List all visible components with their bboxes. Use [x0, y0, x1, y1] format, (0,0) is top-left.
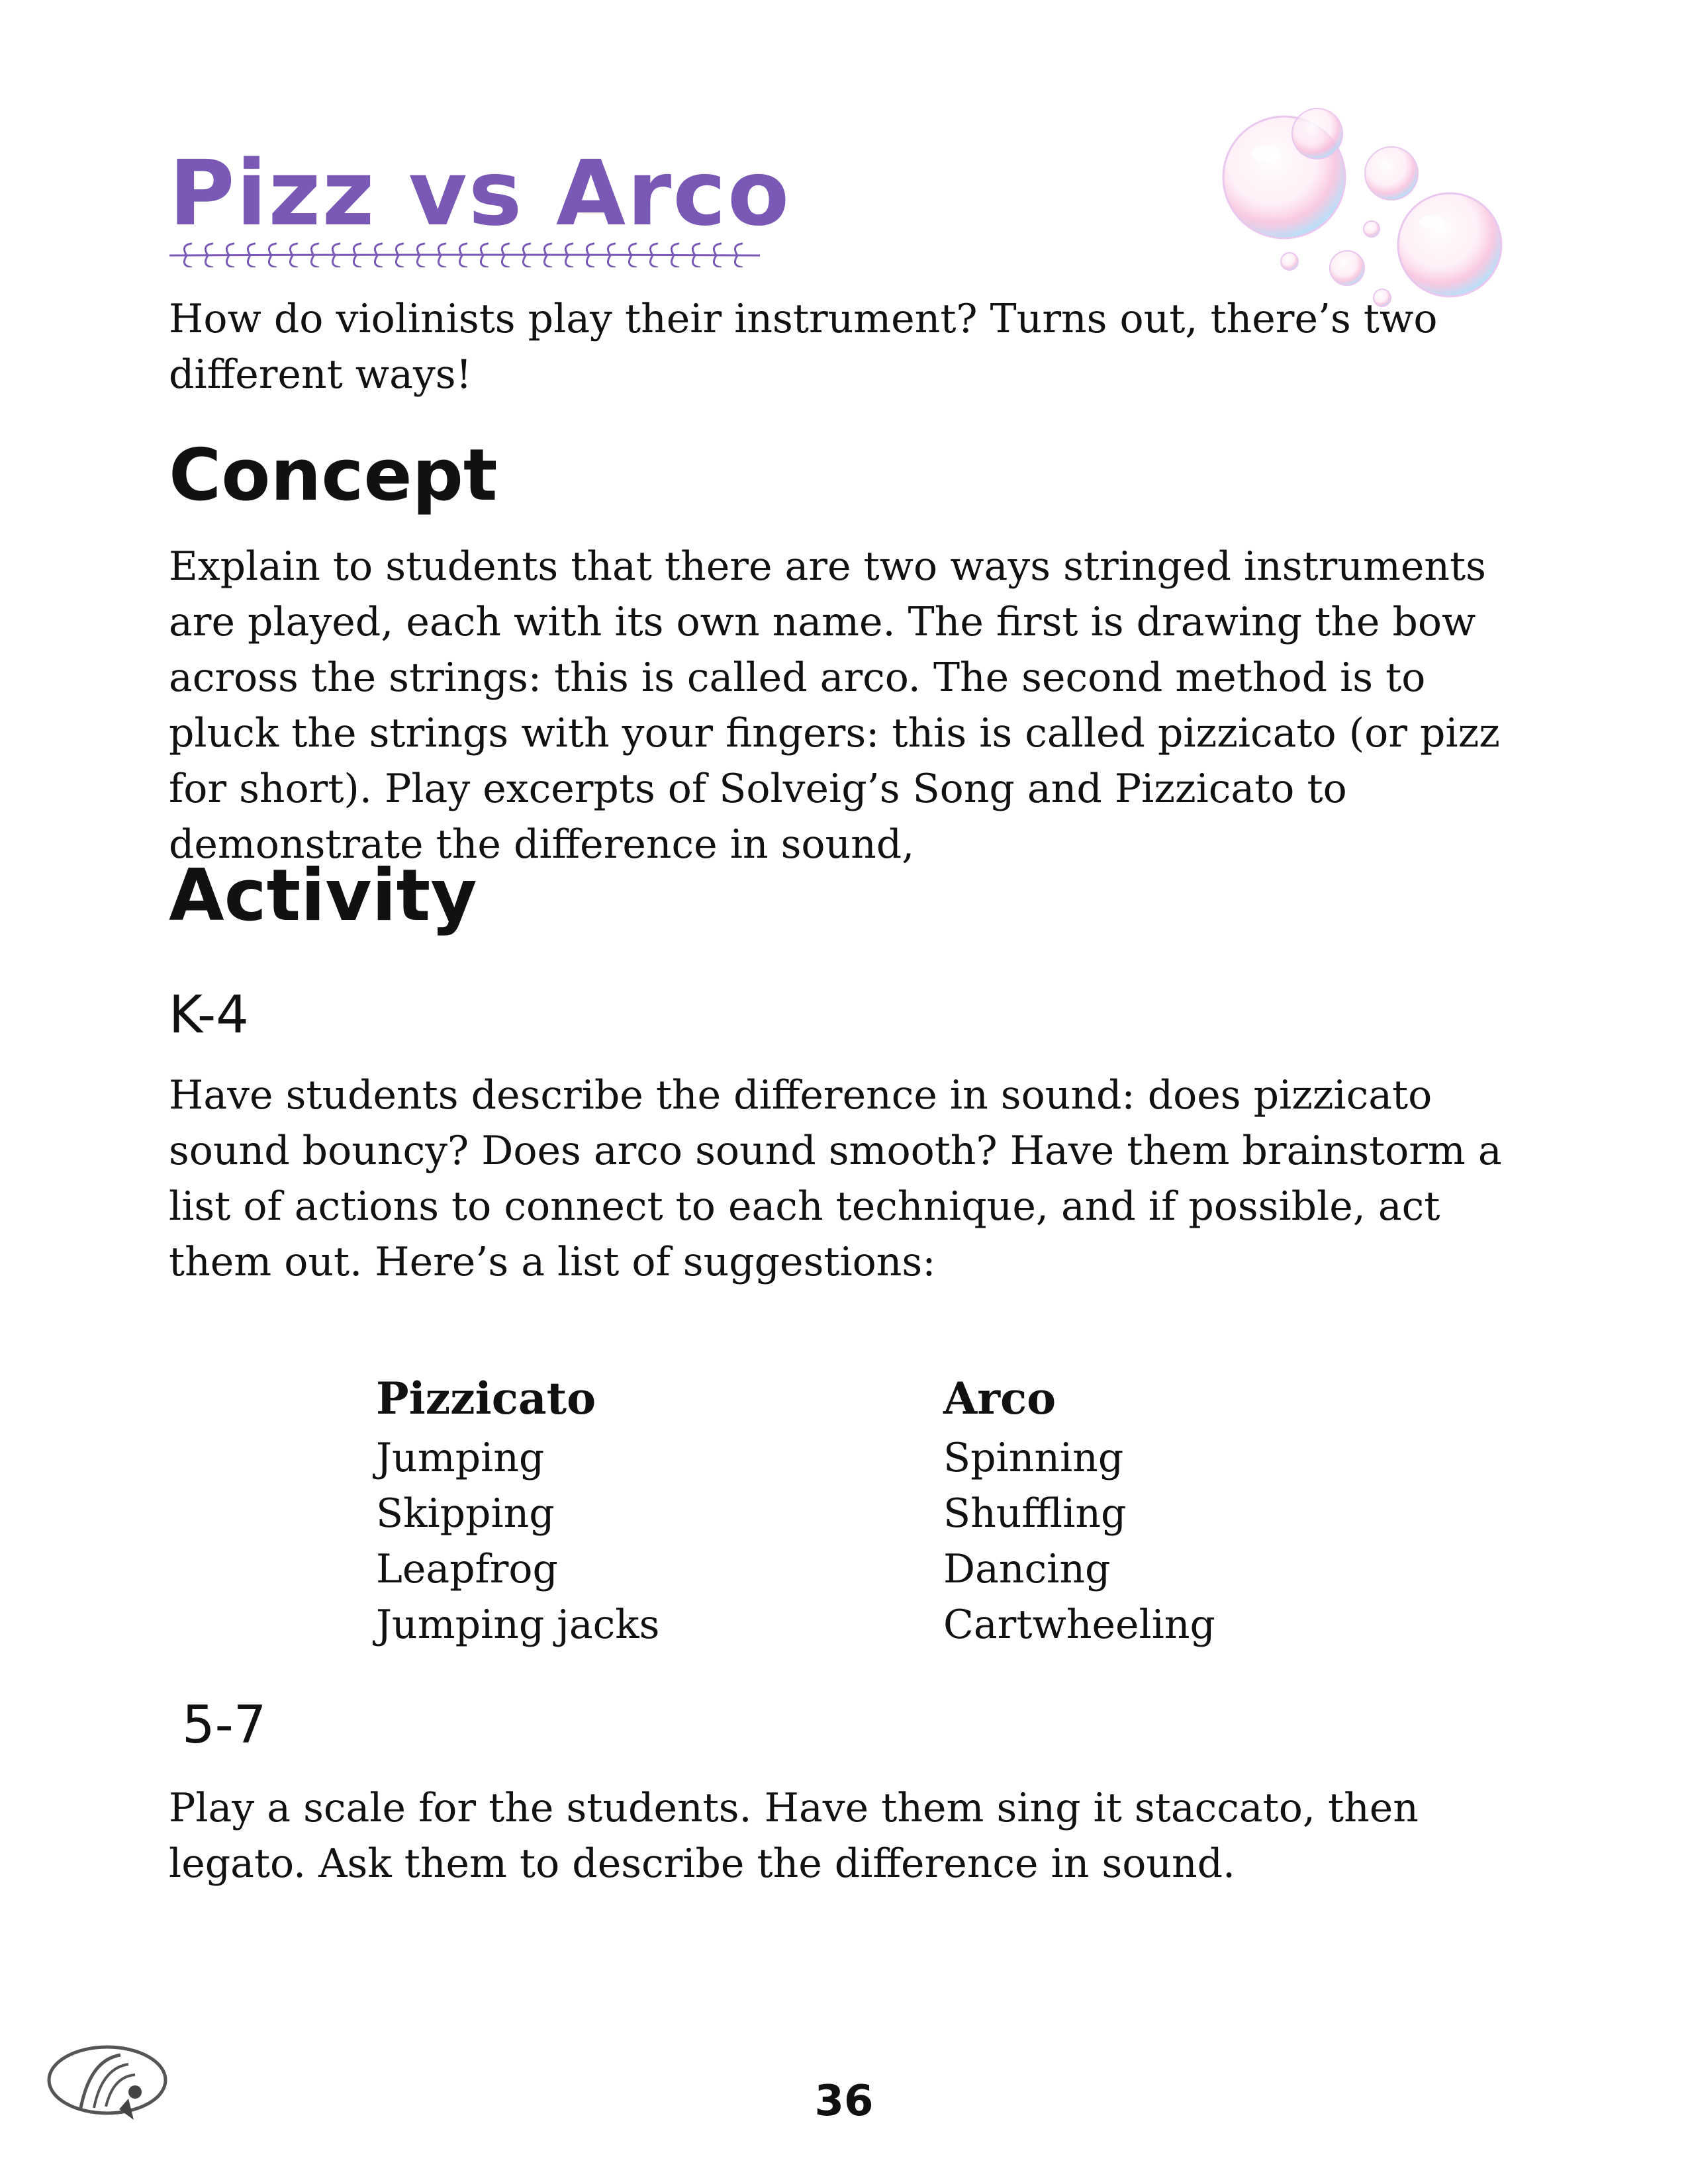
vine-divider — [167, 241, 763, 267]
intro-paragraph: How do violinists play their instrument? Turns out, there’s two different ways! — [169, 296, 1438, 398]
list-item: Skipping — [376, 1490, 555, 1537]
k4-heading: K-4 — [169, 985, 249, 1045]
activity-heading: Activity — [169, 854, 477, 937]
list-item: Dancing — [943, 1546, 1111, 1592]
bubbles-illustration — [1218, 99, 1516, 324]
list-item: Spinning — [943, 1435, 1124, 1481]
list-item: Jumping — [376, 1435, 545, 1481]
list-item: Cartwheeling — [943, 1602, 1215, 1648]
k4-paragraph: Have students describe the difference in sound: does pizzicato sound bouncy? Does arco sound smooth? Have them brainstorm a list of actions to connect to each technique, and if possible, act them out. Here’s a list of suggestions: — [169, 1072, 1502, 1285]
concept-paragraph: Explain to students that there are two ways stringed instruments are played, each with its own name. The first is drawing the bow across the strings: this is called arco. The second method is to pluck the strings with your fingers: this is called pizzicato (or pizz for short). Play excerpts of Solveig’s Song and Pizzicato to demonstrate the difference in sound, — [169, 543, 1500, 868]
arco-list — [943, 1367, 1407, 1653]
grades-5-7-heading: 5-7 — [182, 1696, 267, 1755]
arco-heading: Arco — [943, 1373, 1056, 1424]
pizzicato-list — [376, 1367, 839, 1653]
list-item: Jumping jacks — [376, 1602, 660, 1648]
list-item: Leapfrog — [376, 1546, 558, 1592]
grades-5-7-paragraph: Play a scale for the students. Have them sing it staccato, then legato. Ask them to describe the difference in sound. — [169, 1785, 1419, 1887]
page-title: Pizz vs Arco — [169, 142, 791, 246]
page-number: 36 — [814, 2077, 874, 2126]
list-item: Shuffling — [943, 1490, 1127, 1537]
concept-heading: Concept — [169, 434, 498, 517]
pizzicato-heading: Pizzicato — [376, 1373, 596, 1424]
